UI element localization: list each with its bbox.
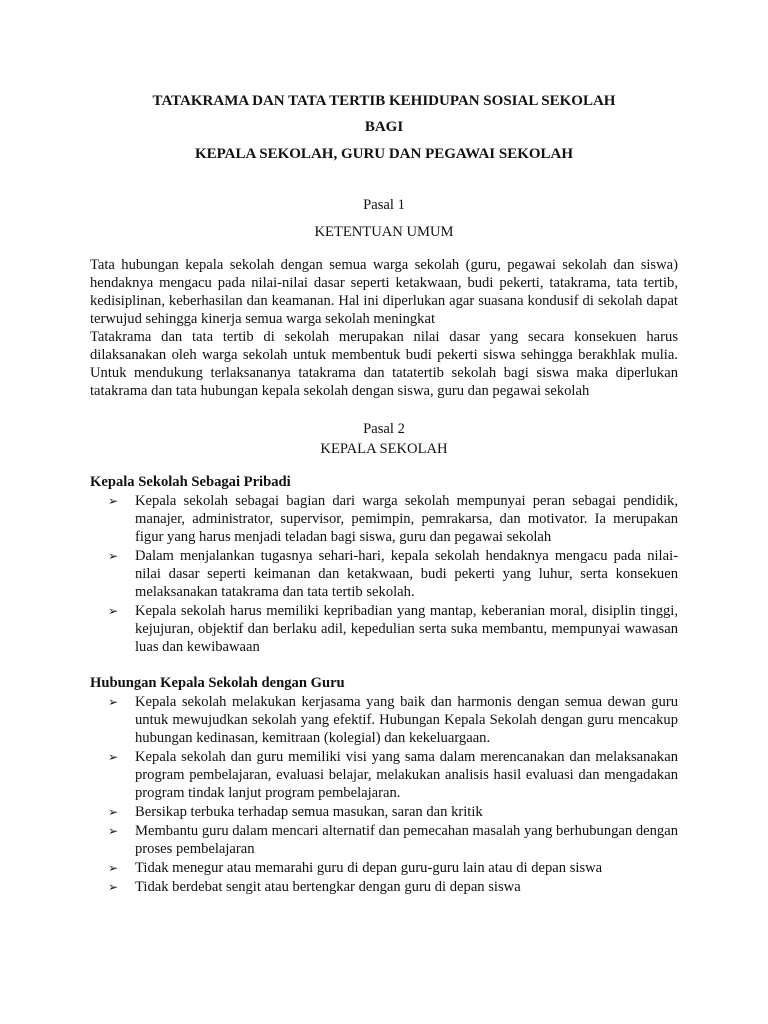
pasal-1-paragraph-2: Tatakrama dan tata tertib di sekolah merupakan nilai dasar yang secara konsekuen harus dilaksanakan oleh warga sekolah untuk membentuk budi pekerti siswa sehingga berakhlak mulia. Untuk mendukung terlaksananya tatakrama dan tatatertib sekolah bagi siswa maka diperlukan tatakrama dan tata hubungan kepala sekolah dengan siswa, guru dan pegawai sekolah xyxy=(90,329,678,399)
list-item xyxy=(90,602,678,656)
list-item-text: Bersikap terbuka terhadap semua masukan, saran dan kritik xyxy=(135,804,483,820)
section-heading-kepala-sekolah-pribadi: Kepala Sekolah Sebagai Pribadi xyxy=(90,474,291,490)
pasal-1-number: Pasal 1 xyxy=(363,197,405,213)
arrow-bullet-icon: ➢ xyxy=(108,880,119,894)
list-item xyxy=(90,859,678,877)
arrow-bullet-icon: ➢ xyxy=(108,805,119,819)
arrow-bullet-icon: ➢ xyxy=(108,494,119,508)
list-item-text: Kepala sekolah dan guru memiliki visi yang sama dalam merencanakan dan melaksanakan program pembelajaran, evaluasi belajar, melakukan analisis hasil evaluasi dan mengadakan program tindak lanjut program pembelajaran. xyxy=(135,749,678,801)
pasal-2-heading: KEPALA SEKOLAH xyxy=(320,441,448,457)
list-item-text: Kepala sekolah melakukan kerjasama yang baik dan harmonis dengan semua dewan guru untuk mewujudkan sekolah yang efektif. Hubungan Kepala Sekolah dengan guru mencakup hubungan kedinasan, kemitraan (kolegial) dan kekeluargaan. xyxy=(135,694,678,746)
list-item xyxy=(90,547,678,601)
arrow-bullet-icon: ➢ xyxy=(108,604,119,618)
list-item xyxy=(90,878,678,896)
list-item xyxy=(90,492,678,546)
arrow-bullet-icon: ➢ xyxy=(108,861,119,875)
list-item xyxy=(90,693,678,747)
list-item-text: Dalam menjalankan tugasnya sehari-hari, kepala sekolah hendaknya mengacu pada nilai-nilai dasar seperti keimanan dan ketakwaan, budi pekerti yang luhur, serta konsekuen melaksanakan tatakrama dan tata tertib sekolah. xyxy=(135,548,678,600)
arrow-bullet-icon: ➢ xyxy=(108,824,119,838)
arrow-bullet-icon: ➢ xyxy=(108,549,119,563)
arrow-bullet-icon: ➢ xyxy=(108,750,119,764)
document-title-line-2: BAGI xyxy=(364,119,404,135)
list-item xyxy=(90,822,678,858)
document-title-line-3: KEPALA SEKOLAH, GURU DAN PEGAWAI SEKOLAH xyxy=(194,146,574,162)
pasal-1-heading: KETENTUAN UMUM xyxy=(314,224,454,240)
list-item-text: Kepala sekolah harus memiliki kepribadian yang mantap, keberanian moral, disiplin tinggi, kejujuran, objektif dan berlaku adil, kepedulian serta suka membantu, mempunyai wawasan luas dan kewibawaan xyxy=(135,603,678,655)
pasal-2-number: Pasal 2 xyxy=(363,421,405,437)
document-title-line-1: TATAKRAMA DAN TATA TERTIB KEHIDUPAN SOSIAL SEKOLAH xyxy=(152,93,616,109)
list-item-text: Tidak berdebat sengit atau bertengkar dengan guru di depan siswa xyxy=(135,879,521,895)
section-heading-hubungan-dengan-guru: Hubungan Kepala Sekolah dengan Guru xyxy=(90,675,345,691)
arrow-bullet-icon: ➢ xyxy=(108,695,119,709)
bullet-list-hubungan-dengan-guru xyxy=(90,693,678,896)
list-item-text: Membantu guru dalam mencari alternatif dan pemecahan masalah yang berhubungan dengan proses pembelajaran xyxy=(135,823,678,857)
pasal-1-paragraph-1: Tata hubungan kepala sekolah dengan semua warga sekolah (guru, pegawai sekolah dan siswa) hendaknya mengacu pada nilai-nilai dasar seperti ketakwaan, budi pekerti, tatakrama, tata tertib, kedisiplinan, keberhasilan dan keamanan. Hal ini diperlukan agar suasana kondusif di sekolah dapat terwujud sehingga kinerja semua warga sekolah meningkat xyxy=(90,257,678,327)
bullet-list-kepala-sekolah-pribadi xyxy=(90,492,678,656)
list-item-text: Tidak menegur atau memarahi guru di depan guru-guru lain atau di depan siswa xyxy=(135,860,603,876)
list-item-text: Kepala sekolah sebagai bagian dari warga sekolah mempunyai peran sebagai pendidik, manajer, administrator, supervisor, pemimpin, pemrakarsa, dan motivator. Ia merupakan figur yang harus menjadi teladan bagi siswa, guru dan pegawai sekolah xyxy=(135,493,678,545)
document-content xyxy=(90,92,678,896)
list-item xyxy=(90,803,678,821)
list-item xyxy=(90,748,678,802)
